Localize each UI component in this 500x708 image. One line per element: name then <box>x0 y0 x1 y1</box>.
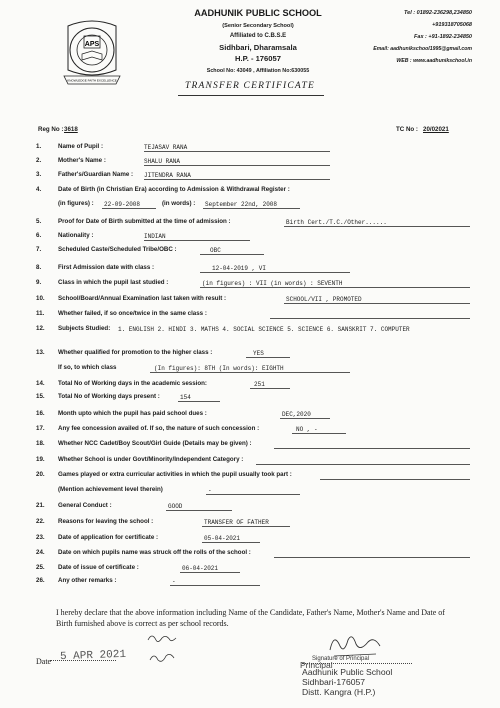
field-value: - <box>208 487 212 494</box>
field-label: Scheduled Caste/Scheduled Tribe/OBC : <box>58 246 177 253</box>
field-value: - <box>172 578 176 585</box>
field-number: 21. <box>36 502 45 509</box>
field-underline <box>274 448 470 449</box>
declaration-line-1: I hereby declare that the above information including Name of the Candidate, Father's Name, Mother's Name and Date of <box>56 608 445 617</box>
field-number: 5. <box>36 218 42 225</box>
field-underline <box>256 464 470 465</box>
field-number: 15. <box>36 393 45 400</box>
telephone: Tel : 01892-236298,234850 <box>404 10 472 16</box>
field-label: Whether qualified for promotion to the higher class : <box>58 349 213 356</box>
certificate-title: TRANSFER CERTIFICATE <box>185 81 315 91</box>
field-underline <box>200 272 350 273</box>
field-number: 24. <box>36 549 45 556</box>
field-value: 22-09-2008 <box>104 201 141 208</box>
field-label: (in figures) : <box>58 200 94 207</box>
field-number: 11. <box>36 310 45 317</box>
address-line-2: H.P. - 176057 <box>235 54 281 63</box>
principal-label: Principal <box>300 660 333 670</box>
field-underline <box>170 585 260 586</box>
field-underline <box>144 165 330 166</box>
field-underline <box>200 287 470 288</box>
field-number: 17. <box>36 425 45 432</box>
field-label: Games played or extra curricular activities in which the pupil usually took part : <box>58 471 292 478</box>
field-label: Father's/Guardian Name : <box>58 171 134 178</box>
field-underline <box>202 526 290 527</box>
field-underline <box>178 401 220 402</box>
field-label: Date of issue of certificate : <box>58 564 139 571</box>
field-underline <box>284 303 470 304</box>
field-label: (in words) : <box>162 200 196 207</box>
field-value: DEC,2020 <box>282 411 311 418</box>
field-label: Date of application for certificate : <box>58 534 159 541</box>
field-label: Proof for Date of Birth submitted at the time of admission : <box>58 218 231 225</box>
field-value: SHALU RANA <box>144 158 181 165</box>
field-underline <box>180 572 240 573</box>
field-value: YES <box>253 350 264 357</box>
field-label: Total No of Working days present : <box>58 393 160 400</box>
field-label: First Admission date with class : <box>58 264 155 271</box>
school-logo <box>60 20 124 98</box>
field-label: Any other remarks : <box>58 577 117 584</box>
field-label: Whether School is under Govt/Minority/Independent Category : <box>58 456 244 463</box>
field-underline <box>206 494 300 495</box>
field-number: 22. <box>36 518 45 525</box>
field-underline <box>102 208 156 209</box>
field-underline <box>150 372 350 373</box>
field-label: Any fee concession availed of. If so, the nature of such concession : <box>58 425 260 432</box>
field-label: School/Board/Annual Examination last taken with result : <box>58 295 227 302</box>
field-value: 12-04-2019 , VI <box>212 265 267 272</box>
field-label: Mother's Name : <box>58 157 106 164</box>
field-underline <box>270 318 470 319</box>
field-value: (in figures) : VII (in words) : SEVENTH <box>202 280 343 287</box>
teacher-signature <box>144 630 184 666</box>
field-label: Month upto which the pupil has paid school dues : <box>58 410 207 417</box>
field-value: 1. ENGLISH 2. HINDI 3. MATHS 4. SOCIAL SCIENCE 5. SCIENCE 6. SANSKRIT 7. COMPUTER <box>118 326 410 333</box>
field-underline <box>284 226 470 227</box>
field-underline <box>320 479 470 480</box>
field-value: GOOD <box>168 503 183 510</box>
field-label: If so, to which class <box>58 364 117 371</box>
email: Email: aadhunikschool1995@gmail.com <box>373 46 472 52</box>
stamp-school-name: Aadhunik Public School <box>302 667 393 677</box>
field-underline <box>292 433 346 434</box>
field-number: 26. <box>36 577 45 584</box>
field-label: Whether failed, if so once/twice in the same class : <box>58 310 207 317</box>
field-number: 14. <box>36 380 45 387</box>
field-number: 13. <box>36 349 45 356</box>
website: WEB : www.aadhunikschool.in <box>396 58 472 64</box>
fax: Fax : +91-1892-234850 <box>414 34 472 40</box>
field-label: Class in which the pupil last studied : <box>58 279 169 286</box>
school-name: AADHUNIK PUBLIC SCHOOL <box>194 8 322 18</box>
field-underline <box>246 357 290 358</box>
field-underline <box>144 151 330 152</box>
field-label: Name of Pupil : <box>58 143 104 150</box>
field-value: (In figures): 8TH (In words): EIGHTH <box>154 365 284 372</box>
field-underline <box>274 557 470 558</box>
field-value: 06-04-2021 <box>182 565 219 572</box>
field-number: 2. <box>36 157 42 164</box>
field-number: 25. <box>36 564 45 571</box>
logo-letters: APS <box>84 41 100 48</box>
field-number: 1. <box>36 143 42 150</box>
field-underline <box>144 240 250 241</box>
field-number: 20. <box>36 471 45 478</box>
field-number: 12. <box>36 325 45 332</box>
field-number: 4. <box>36 186 42 193</box>
field-value: NO , - <box>296 426 318 433</box>
field-value: 251 <box>254 381 265 388</box>
school-number: School No: 43049 , Affiliation No:630055 <box>206 68 310 74</box>
field-underline <box>200 254 264 255</box>
field-value: TRANSFER OF FATHER <box>204 519 269 526</box>
field-value: Birth Cert./T.C./Other...... <box>286 219 387 226</box>
field-underline <box>250 388 290 389</box>
field-number: 7. <box>36 246 42 253</box>
field-label: Subjects Studied: <box>58 325 111 332</box>
field-value: September 22nd, 2008 <box>205 201 278 208</box>
field-number: 6. <box>36 232 42 239</box>
field-number: 3. <box>36 171 42 178</box>
field-label: Whether NCC Cadet/Boy Scout/Girl Guide (Details may be given) : <box>58 440 252 447</box>
field-underline <box>280 418 330 419</box>
principal-signature-caption: Signature of Principal <box>312 656 370 662</box>
field-underline <box>166 510 232 511</box>
field-underline <box>202 542 260 543</box>
date-stamp: 5 APR 2021 <box>59 648 127 664</box>
mobile: +919318705068 <box>432 22 472 28</box>
field-value: OBC <box>210 247 221 254</box>
field-number: 9. <box>36 279 42 286</box>
field-value: TEJASAV RANA <box>144 144 188 151</box>
field-label: Nationality : <box>58 232 94 239</box>
field-label: (Mention achievement level therein) <box>58 486 163 493</box>
affiliation-text: Affiliated to C.B.S.E <box>229 33 287 39</box>
field-value: 05-04-2021 <box>204 535 241 542</box>
date-label: Date <box>36 657 52 666</box>
reg-no-value: 3618 <box>64 126 78 133</box>
field-number: 18. <box>36 440 45 447</box>
stamp-district: Distt. Kangra (H.P.) <box>302 687 376 697</box>
tc-no-value: 20/02021 <box>423 126 449 133</box>
field-value: 154 <box>180 394 191 401</box>
field-number: 10. <box>36 295 45 302</box>
field-underline <box>144 179 330 180</box>
field-label: Reasons for leaving the school : <box>58 518 154 525</box>
school-subtitle: (Senior Secondary School) <box>222 23 294 29</box>
address-line-1: Sidhbari, Dharamsala <box>219 43 297 52</box>
field-value: SCHOOL/VII , PROMOTED <box>286 296 362 303</box>
field-number: 8. <box>36 264 42 271</box>
field-number: 16. <box>36 410 45 417</box>
field-label: Date of Birth (in Christian Era) according to Admission & Withdrawal Register : <box>58 186 290 193</box>
field-label: General Conduct : <box>58 502 112 509</box>
declaration-line-2: Birth furnished above is correct as per school records. <box>56 619 229 628</box>
stamp-address: Sidhbari-176057 <box>302 677 366 687</box>
tc-no-label: TC No : <box>396 126 418 133</box>
field-underline <box>203 208 300 209</box>
field-number: 19. <box>36 456 45 463</box>
reg-no-label: Reg No : <box>38 126 64 133</box>
logo-motto: KNOWLEDGE FAITH EXCELLENCE <box>67 78 117 83</box>
field-value: INDIAN <box>144 233 166 240</box>
field-label: Total No of Working days in the academic session: <box>58 380 207 387</box>
field-label: Date on which pupils name was struck off the rolls of the school : <box>58 549 251 556</box>
field-value: JITENDRA RANA <box>144 172 191 179</box>
field-number: 23. <box>36 534 45 541</box>
